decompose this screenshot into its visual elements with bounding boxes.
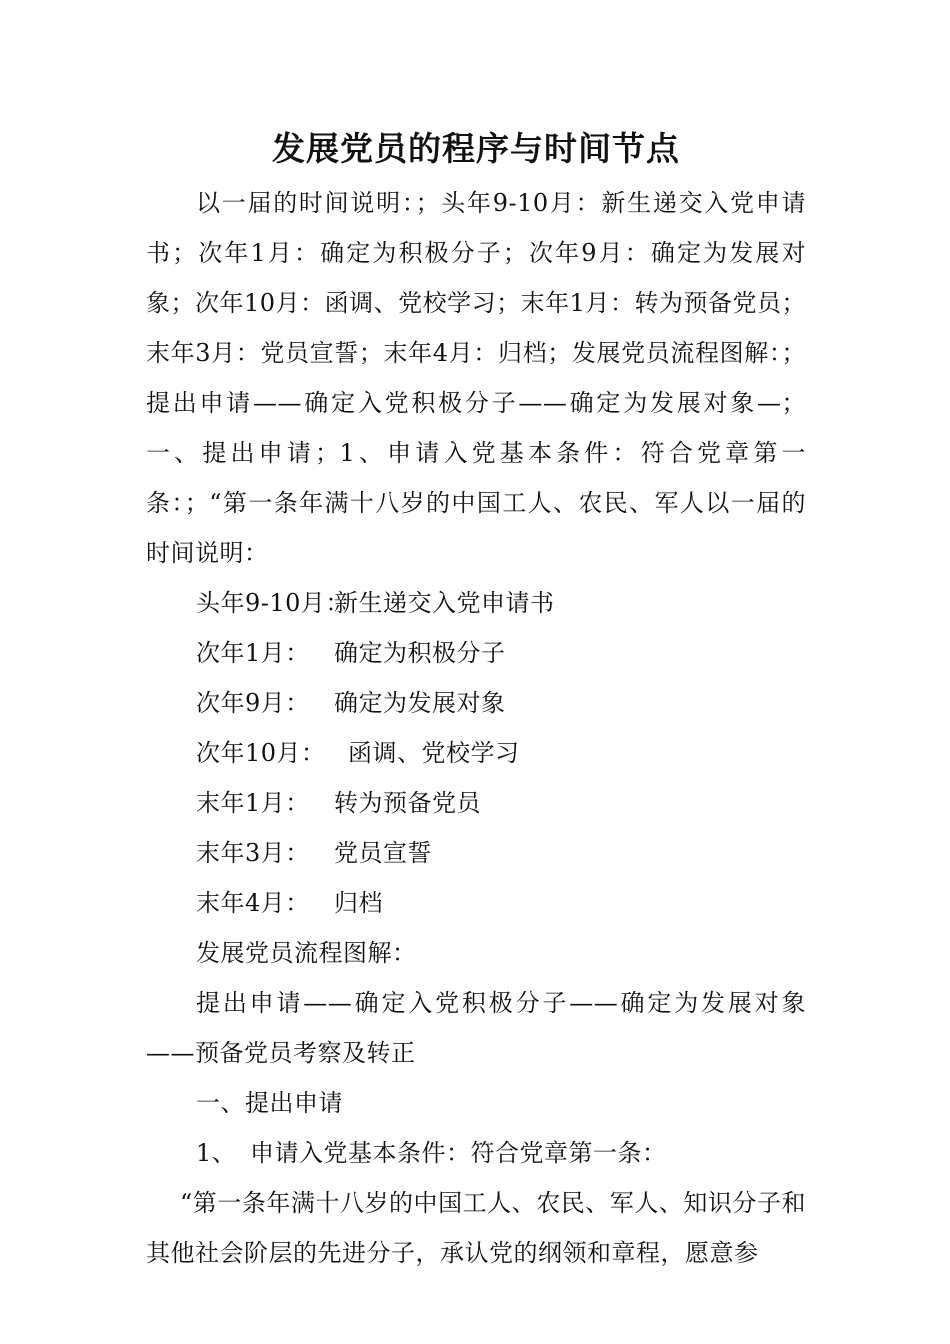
timeline-event: 归档 bbox=[334, 889, 383, 917]
document-page bbox=[146, 120, 806, 1278]
timeline-event: 转为预备党员 bbox=[334, 789, 481, 817]
timeline-event: 新生递交入党申请书 bbox=[334, 589, 555, 617]
numbered-item bbox=[146, 1128, 806, 1178]
timeline-item bbox=[146, 828, 806, 878]
timeline-item bbox=[146, 578, 806, 628]
timeline-period: 次年9月： bbox=[196, 689, 310, 717]
quote-paragraph: “第一条年满十八岁的中国工人、农民、军人、知识分子和其他社会阶层的先进分子，承认党的纲领和章程，愿意参 bbox=[146, 1189, 806, 1267]
section-heading: 一、提出申请 bbox=[196, 1089, 343, 1117]
flow-heading: 发展党员流程图解： bbox=[196, 939, 417, 967]
document-title: 发展党员的程序与时间节点 bbox=[272, 129, 680, 168]
timeline-item bbox=[146, 878, 806, 928]
timeline-period: 头年9-10月： bbox=[196, 589, 350, 617]
timeline-item bbox=[146, 778, 806, 828]
timeline-item bbox=[146, 628, 806, 678]
timeline-period: 末年3月： bbox=[196, 839, 310, 867]
timeline-item bbox=[146, 678, 806, 728]
timeline-event: 确定为发展对象 bbox=[334, 689, 506, 717]
timeline-period: 末年4月： bbox=[196, 889, 310, 917]
flow-paragraph: 提出申请——确定入党积极分子——确定为发展对象——预备党员考察及转正 bbox=[146, 989, 806, 1067]
timeline-item bbox=[146, 728, 806, 778]
timeline-period: 末年1月： bbox=[196, 789, 310, 817]
timeline-list bbox=[146, 578, 806, 928]
timeline-event: 函调、党校学习 bbox=[348, 739, 520, 767]
timeline-period: 次年1月： bbox=[196, 639, 310, 667]
item-number: 1、 bbox=[196, 1139, 237, 1167]
timeline-event: 党员宣誓 bbox=[334, 839, 432, 867]
item-text: 申请入党基本条件：符合党章第一条： bbox=[250, 1139, 667, 1167]
timeline-event: 确定为积极分子 bbox=[334, 639, 506, 667]
timeline-period: 次年10月： bbox=[196, 739, 326, 767]
summary-paragraph: 以一届的时间说明：；头年9-10月：新生递交入党申请书；次年1月：确定为积极分子；次年9月：确定为发展对象；次年10月：函调、党校学习；末年1月：转为预备党员；末年3月：党员宣誓；末年4月：归档；发展党员流程图解：；提出申请——确定入党积极分子——确定为发展对象—；一、提出申请；1、申请入党基本条件：符合党章第一条：；“第一条年满十八岁的中国工人、农民、军人以一届的时间说明： bbox=[146, 189, 806, 567]
